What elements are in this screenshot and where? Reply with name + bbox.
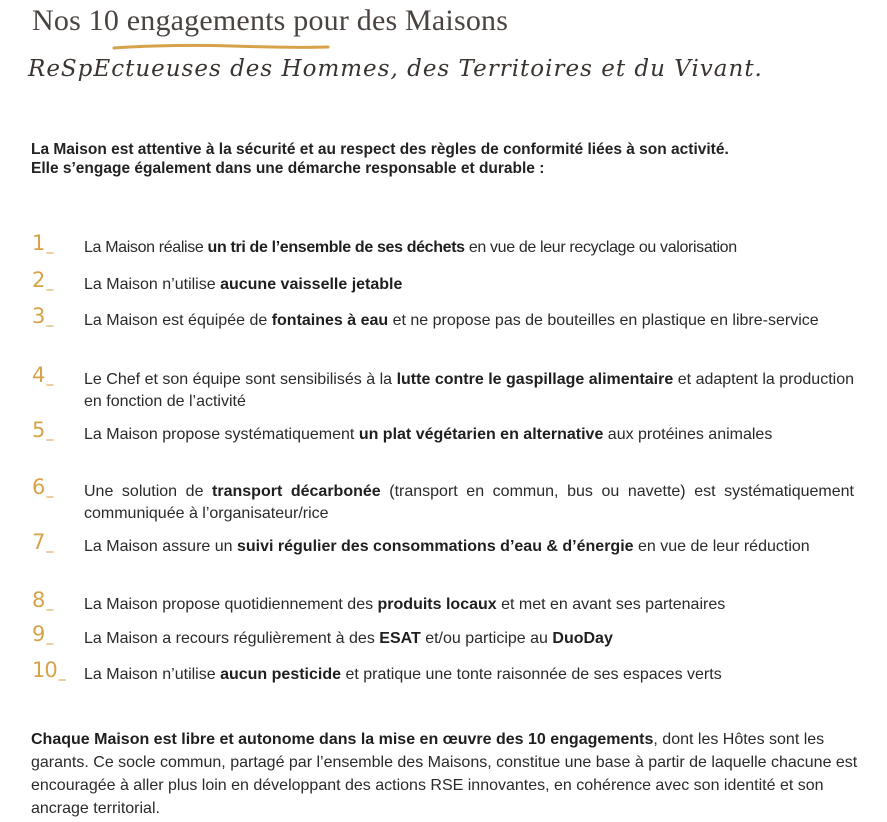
title-prefix: Nos 10 <box>32 4 127 37</box>
engagement-number: 7 _ <box>32 530 53 554</box>
outro-text: , dont les Hôtes sont les garants. Ce socle commun, partagé par l’ensemble des Maisons, constitue une base à partir de laquelle chacune est encouragée à aller plus loin en développant des actions RSE innovantes, en cohérence avec son identité et son ancrage territorial. <box>31 731 858 817</box>
engagement-number: 1 _ <box>32 231 53 255</box>
intro-line-2: Elle s’engage également dans une démarche responsable et durable : <box>31 160 545 177</box>
engagement-text: La Maison n’utilise aucune vaisselle jetable <box>84 276 403 293</box>
title-highlight: engagements <box>126 4 286 37</box>
engagement-text: La Maison n’utilise aucun pesticide et pratique une tonte raisonnée de ses espaces verts <box>84 666 722 683</box>
intro-line-1: La Maison est attentive à la sécurité et au respect des règles de conformité liées à son activité. <box>31 141 729 158</box>
engagement-number: 10 _ <box>32 658 65 682</box>
intro-text <box>31 140 861 178</box>
engagement-number: 6 _ <box>32 475 53 499</box>
engagement-number: 4 _ <box>32 363 53 387</box>
engagement-text: La Maison assure un suivi régulier des consommations d’eau & d’énergie en vue de leur réduction <box>84 538 810 555</box>
engagement-text: Le Chef et son équipe sont sensibilisés à la lutte contre le gaspillage alimentaire et adaptent la production en fonction de l’activité <box>84 371 855 410</box>
page-title <box>32 4 508 38</box>
engagement-number: 8 _ <box>32 588 53 612</box>
title-suffix: pour des Maisons <box>285 4 509 37</box>
engagement-text: La Maison propose systématiquement un plat végétarien en alternative aux protéines animales <box>84 426 773 443</box>
engagement-number: 5 _ <box>32 418 53 442</box>
engagement-text: La Maison propose quotidiennement des produits locaux et met en avant ses partenaires <box>84 596 726 613</box>
engagement-text: La Maison a recours régulièrement à des ESAT et/ou participe au DuoDay <box>84 630 613 647</box>
engagement-number: 2 _ <box>32 268 53 292</box>
engagement-text: La Maison réalise un tri de l’ensemble de ses déchets en vue de leur recyclage ou valorisation <box>84 239 737 256</box>
outro-bold: Chaque Maison est libre et autonome dans la mise en œuvre des 10 engagements <box>31 731 654 748</box>
engagement-text: La Maison est équipée de fontaines à eau et ne propose pas de bouteilles en plastique en libre-service <box>84 312 819 329</box>
outro-paragraph <box>31 728 859 820</box>
engagement-text: Une solution de transport décarbonée (transport en commun, bus ou navette) est systématiquement communiquée à l’organisateur/rice <box>84 483 854 522</box>
title-brush-underline <box>112 42 330 52</box>
page-subtitle: ReSpEctueuses des Hommes, des Territoires et du Vivant. <box>28 56 763 82</box>
engagement-number: 9 _ <box>32 622 53 646</box>
engagement-number: 3 _ <box>32 304 53 328</box>
